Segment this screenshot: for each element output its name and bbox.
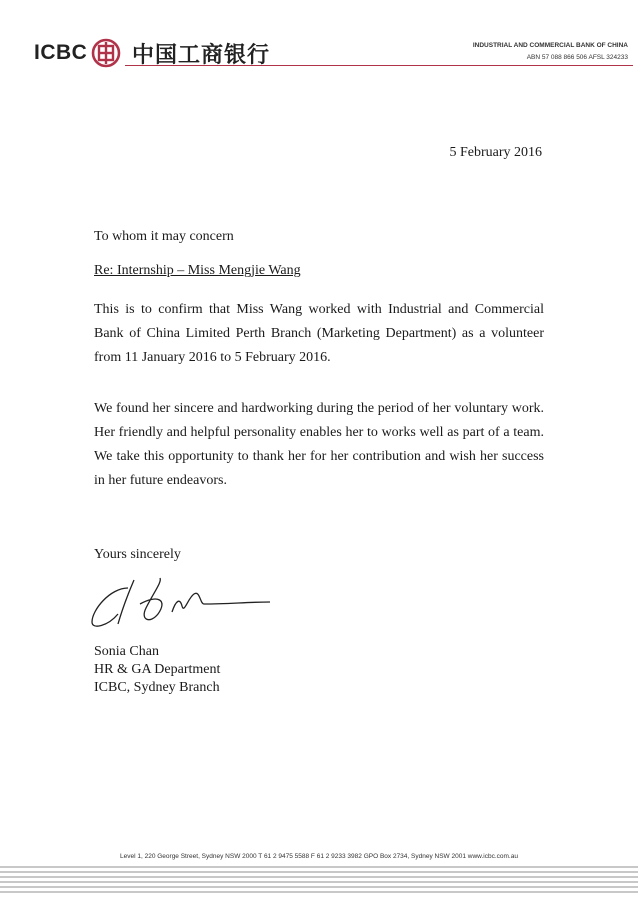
signatory-name: Sonia Chan	[94, 644, 159, 659]
header-divider	[125, 65, 633, 66]
subject-line: Re: Internship – Miss Mengjie Wang	[94, 263, 301, 278]
letterhead	[0, 0, 638, 70]
letter-date: 5 February 2016	[449, 145, 542, 160]
bank-full-name: INDUSTRIAL AND COMMERCIAL BANK OF CHINA	[472, 42, 628, 49]
body-paragraph: We found her sincere and hardworking during the period of her voluntary work. Her friendly and helpful personality enables her to works well as part of a team. We take this opportunity to thank her for her contribution and wish her success in her future endeavors.	[94, 401, 544, 488]
footer-stripes	[0, 866, 638, 902]
bank-abn: ABN 57 088 866 506 AFSL 324233	[526, 54, 628, 61]
footer-address: Level 1, 220 George Street, Sydney NSW 2000 T 61 2 9475 5588 F 61 2 9233 3982 GPO Box 2734, Sydney NSW 2001 www.icbc.com.au	[120, 853, 518, 860]
closing: Yours sincerely	[94, 547, 181, 562]
brand-name-chinese: 中国工商银行	[132, 43, 271, 68]
handwritten-signature	[88, 574, 278, 634]
signature-block	[94, 643, 220, 697]
signatory-department: HR & GA Department	[94, 662, 221, 677]
signatory-branch: ICBC, Sydney Branch	[94, 680, 220, 695]
brand-name-english: ICBC	[34, 41, 88, 64]
icbc-logo-icon	[91, 38, 121, 68]
salutation: To whom it may concern	[94, 229, 234, 244]
body-paragraph: This is to confirm that Miss Wang worked with Industrial and Commercial Bank of China Limited Perth Branch (Marketing Department) as a volunteer from 11 January 2016 to 5 February 2016.	[94, 302, 544, 365]
